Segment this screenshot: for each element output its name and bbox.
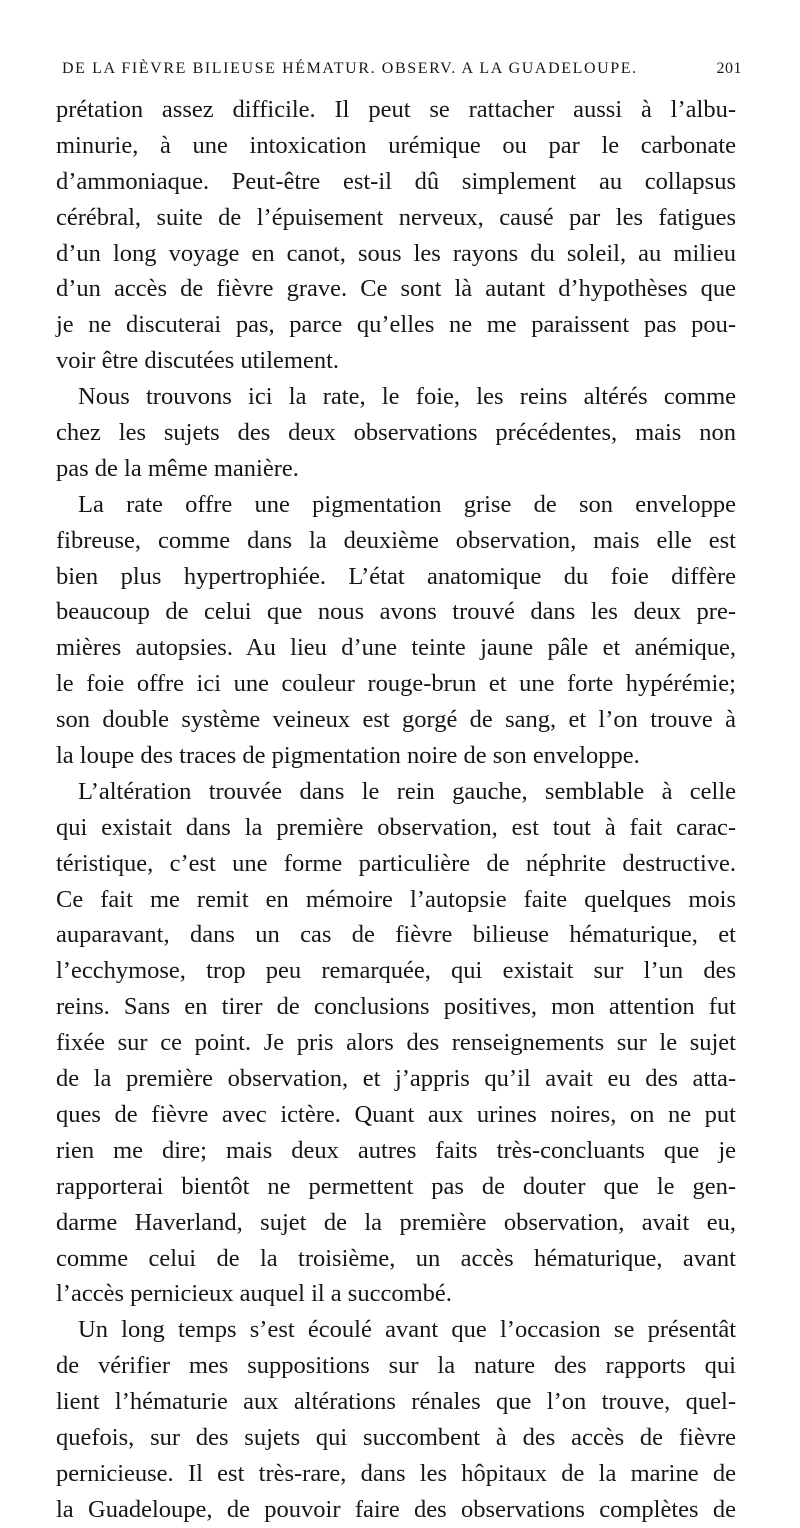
text-line: téristique, c’est une forme particulière de néphrite destructive. bbox=[56, 849, 736, 877]
text-line: l’ecchymose, trop peu remarquée, qui existait sur l’un des bbox=[56, 957, 736, 985]
text-line: d’un long voyage en canot, sous les rayons du soleil, au milieu bbox=[56, 239, 736, 267]
text-line: fibreuse, comme dans la deuxième observation, mais elle est bbox=[56, 526, 736, 554]
text-line: la loupe des traces de pigmentation noire de son enveloppe. bbox=[56, 742, 640, 770]
text-line: Nous trouvons ici la rate, le foie, les reins altérés comme bbox=[78, 383, 736, 411]
text-line: reins. Sans en tirer de conclusions positives, mon attention fut bbox=[56, 993, 736, 1021]
text-line: cérébral, suite de l’épuisement nerveux, causé par les fatigues bbox=[56, 203, 736, 231]
text-line: le foie offre ici une couleur rouge-brun et une forte hypérémie; bbox=[56, 670, 736, 698]
page-number: 201 bbox=[716, 60, 742, 77]
text-line: d’un accès de fièvre grave. Ce sont là autant d’hypothèses que bbox=[56, 275, 736, 303]
text-line: La rate offre une pigmentation grise de son enveloppe bbox=[78, 490, 736, 518]
text-line: comme celui de la troisième, un accès hématurique, avant bbox=[56, 1244, 736, 1272]
text-line: beaucoup de celui que nous avons trouvé dans les deux pre- bbox=[56, 598, 736, 626]
body-text bbox=[56, 92, 736, 1528]
text-line: ques de fièvre avec ictère. Quant aux urines noires, on ne put bbox=[56, 1100, 736, 1128]
text-line: je ne discuterai pas, parce qu’elles ne me paraissent pas pou- bbox=[56, 311, 736, 339]
text-line: voir être discutées utilement. bbox=[56, 347, 340, 375]
text-line: pernicieuse. Il est très-rare, dans les hôpitaux de la marine de bbox=[56, 1459, 736, 1487]
text-line: mières autopsies. Au lieu d’une teinte jaune pâle et anémique, bbox=[56, 634, 736, 662]
text-line: la Guadeloupe, de pouvoir faire des observations complètes de bbox=[56, 1495, 736, 1523]
running-head-title: DE LA FIÈVRE BILIEUSE HÉMATUR. OBSERV. A LA GUADELOUPE. bbox=[62, 60, 638, 77]
text-line: qui existait dans la première observation, est tout à fait carac- bbox=[56, 813, 736, 841]
text-line: fixée sur ce point. Je pris alors des renseignements sur le sujet bbox=[56, 1029, 736, 1057]
text-line: d’ammoniaque. Peut-être est-il dû simplement au collapsus bbox=[56, 167, 736, 195]
text-line: L’altération trouvée dans le rein gauche, semblable à celle bbox=[78, 777, 736, 805]
text-line: lient l’hématurie aux altérations rénales que l’on trouve, quel- bbox=[56, 1388, 736, 1416]
text-line: Ce fait me remit en mémoire l’autopsie faite quelques mois bbox=[56, 885, 736, 913]
text-line: de vérifier mes suppositions sur la nature des rapports qui bbox=[56, 1352, 736, 1380]
text-line: quefois, sur des sujets qui succombent à des accès de fièvre bbox=[56, 1423, 736, 1451]
text-line: minurie, à une intoxication urémique ou par le carbonate bbox=[56, 131, 736, 159]
text-line: pas de la même manière. bbox=[56, 454, 299, 482]
text-line: rien me dire; mais deux autres faits très-concluants que je bbox=[56, 1136, 736, 1164]
text-line: rapporterai bientôt ne permettent pas de douter que le gen- bbox=[56, 1172, 736, 1200]
running-head bbox=[62, 60, 742, 84]
text-line: darme Haverland, sujet de la première observation, avait eu, bbox=[56, 1208, 736, 1236]
text-line: chez les sujets des deux observations précédentes, mais non bbox=[56, 419, 736, 447]
text-line: son double système veineux est gorgé de sang, et l’on trouve à bbox=[56, 706, 736, 734]
text-line: prétation assez difficile. Il peut se rattacher aussi à l’albu- bbox=[56, 96, 736, 123]
text-line: de la première observation, et j’appris qu’il avait eu des atta- bbox=[56, 1065, 736, 1093]
text-line: auparavant, dans un cas de fièvre bilieuse hématurique, et bbox=[56, 921, 736, 949]
text-line: Un long temps s’est écoulé avant que l’occasion se présentât bbox=[78, 1316, 736, 1344]
text-line: bien plus hypertrophiée. L’état anatomique du foie diffère bbox=[56, 562, 736, 590]
text-line: l’accès pernicieux auquel il a succombé. bbox=[56, 1280, 452, 1308]
